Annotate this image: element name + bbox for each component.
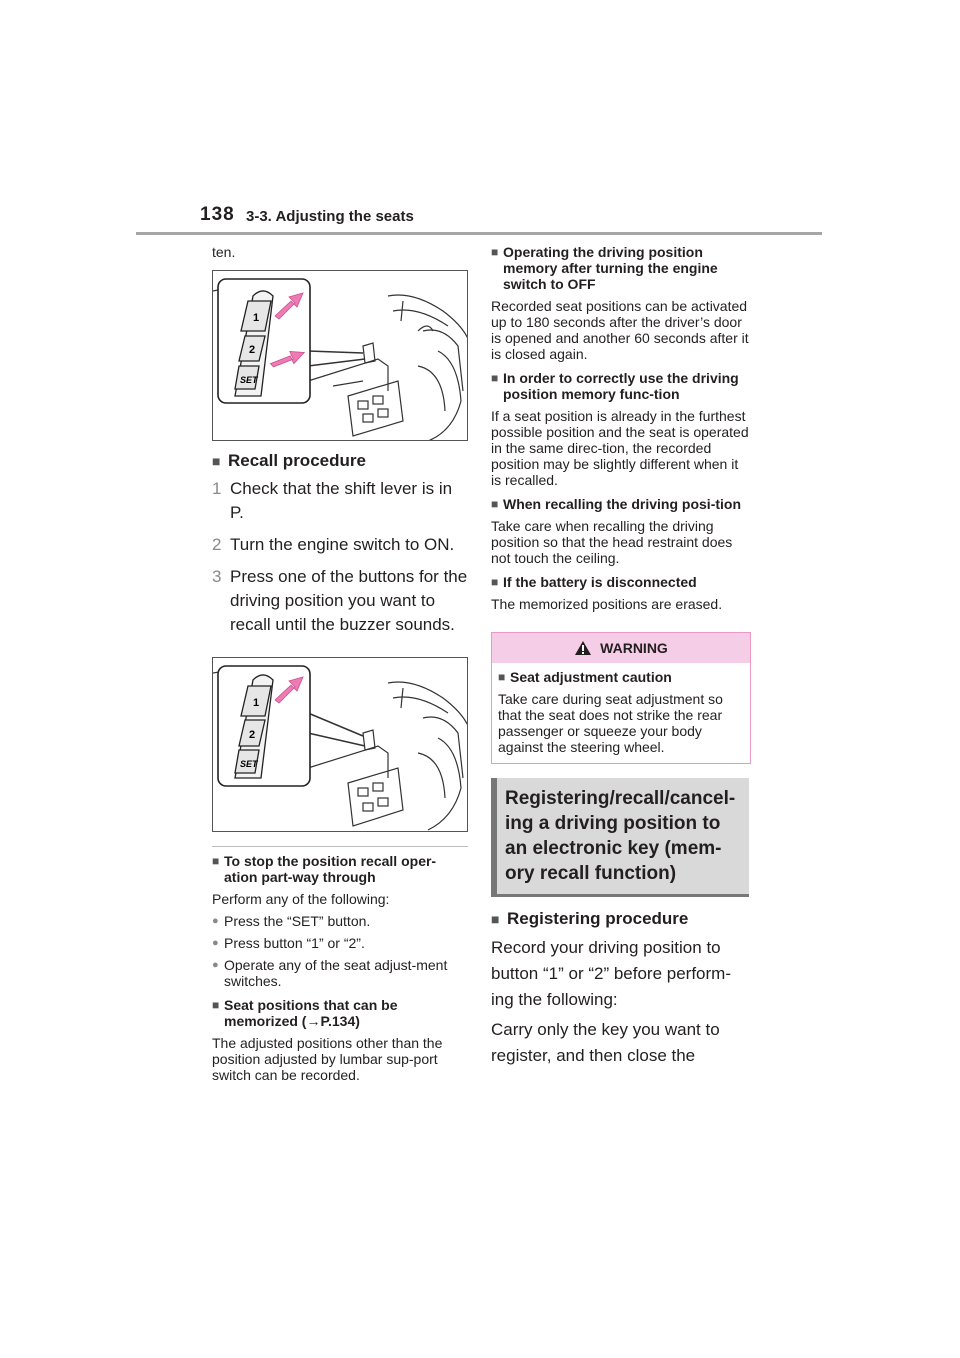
registering-text-1: Record your driving position to button “1” or “2” before perform-ing the following: bbox=[491, 938, 731, 1009]
section-title: 3-3. Adjusting the seats bbox=[246, 208, 414, 225]
button-set-label: SET bbox=[240, 375, 258, 385]
recalling-heading: ■ When recalling the driving posi-tion bbox=[491, 496, 751, 512]
switch-illustration-1 bbox=[213, 271, 468, 441]
recalling-text: Take care when recalling the driving position so that the head restraint does not touch the ceiling. bbox=[491, 518, 733, 566]
step-text: Check that the shift lever is in P. bbox=[230, 479, 453, 522]
step-text: Turn the engine switch to ON. bbox=[230, 535, 455, 554]
battery-heading: ■ If the battery is disconnected bbox=[491, 574, 751, 590]
registering-title: Registering/recall/cancel-ing a driving position to an electronic key (mem-ory recall function) bbox=[505, 788, 736, 884]
memorized-text: The adjusted positions other than the position adjusted by lumbar sup-port switch can be recorded. bbox=[212, 1035, 443, 1083]
right-column bbox=[491, 244, 751, 1069]
warning-title: WARNING bbox=[600, 640, 668, 656]
page-number: 138 bbox=[200, 204, 235, 225]
step-2 bbox=[212, 533, 468, 557]
step-number: 1 bbox=[212, 479, 222, 498]
stop-intro: Perform any of the following: bbox=[212, 891, 390, 907]
section-divider bbox=[212, 846, 468, 847]
button-set-label: SET bbox=[240, 759, 258, 769]
step-number: 2 bbox=[212, 535, 222, 554]
warning-triangle-icon bbox=[574, 640, 592, 656]
correct-use-heading: ■ In order to correctly use the driving position memory func-tion bbox=[491, 370, 751, 402]
seat-memory-figure-2 bbox=[212, 657, 468, 832]
step-1 bbox=[212, 477, 468, 525]
step-text: Press one of the buttons for the driving position you want to recall until the buzzer sounds. bbox=[230, 567, 468, 634]
warning-heading: ■ Seat adjustment caution bbox=[498, 669, 744, 685]
registering-text-2: Carry only the key you want to register, and then close the bbox=[491, 1020, 720, 1065]
registering-heading: ■ Registering procedure bbox=[491, 909, 751, 929]
step-number: 3 bbox=[212, 567, 222, 586]
registering-title-box bbox=[491, 778, 749, 897]
warning-body bbox=[492, 663, 750, 763]
switch-illustration-2 bbox=[213, 658, 468, 832]
stop-bullet-3: ● Operate any of the seat adjust-ment switches. bbox=[212, 957, 468, 989]
correct-use-text: If a seat position is already in the furthest possible position and the seat is operated in the same direc-tion, the recorded position may be slightly different when it is recalled. bbox=[491, 408, 749, 488]
warning-box bbox=[491, 632, 751, 764]
stop-recall-heading: ■ To stop the position recall oper-ation part-way through bbox=[212, 853, 468, 885]
op-heading: ■ Operating the driving position memory after turning the engine switch to OFF bbox=[491, 244, 751, 292]
stop-bullet-1: ● Press the “SET” button. bbox=[212, 913, 468, 929]
battery-text: The memorized positions are erased. bbox=[491, 596, 723, 612]
recall-heading: ■ Recall procedure bbox=[212, 451, 468, 471]
step-3 bbox=[212, 565, 468, 637]
button-2-label: 2 bbox=[249, 344, 256, 356]
seat-memory-figure-1 bbox=[212, 270, 468, 441]
button-2-label: 2 bbox=[249, 729, 256, 741]
header-rule bbox=[136, 232, 822, 235]
warning-header bbox=[492, 633, 750, 663]
op-text: Recorded seat positions can be activated up to 180 seconds after the driver’s door is opened and another 60 seconds after it is closed again. bbox=[491, 298, 749, 362]
button-1-label: 1 bbox=[253, 697, 260, 709]
stop-bullet-2: ● Press button “1” or “2”. bbox=[212, 935, 468, 951]
warning-text: Take care during seat adjustment so that the seat does not strike the rear passenger or squeeze your body against the steering wheel. bbox=[498, 691, 723, 755]
memorized-heading: ■ Seat positions that can be memorized (→P.134) bbox=[212, 997, 468, 1029]
intro-text: ten. bbox=[212, 244, 236, 260]
button-1-label: 1 bbox=[253, 312, 260, 324]
left-column bbox=[212, 244, 468, 1083]
